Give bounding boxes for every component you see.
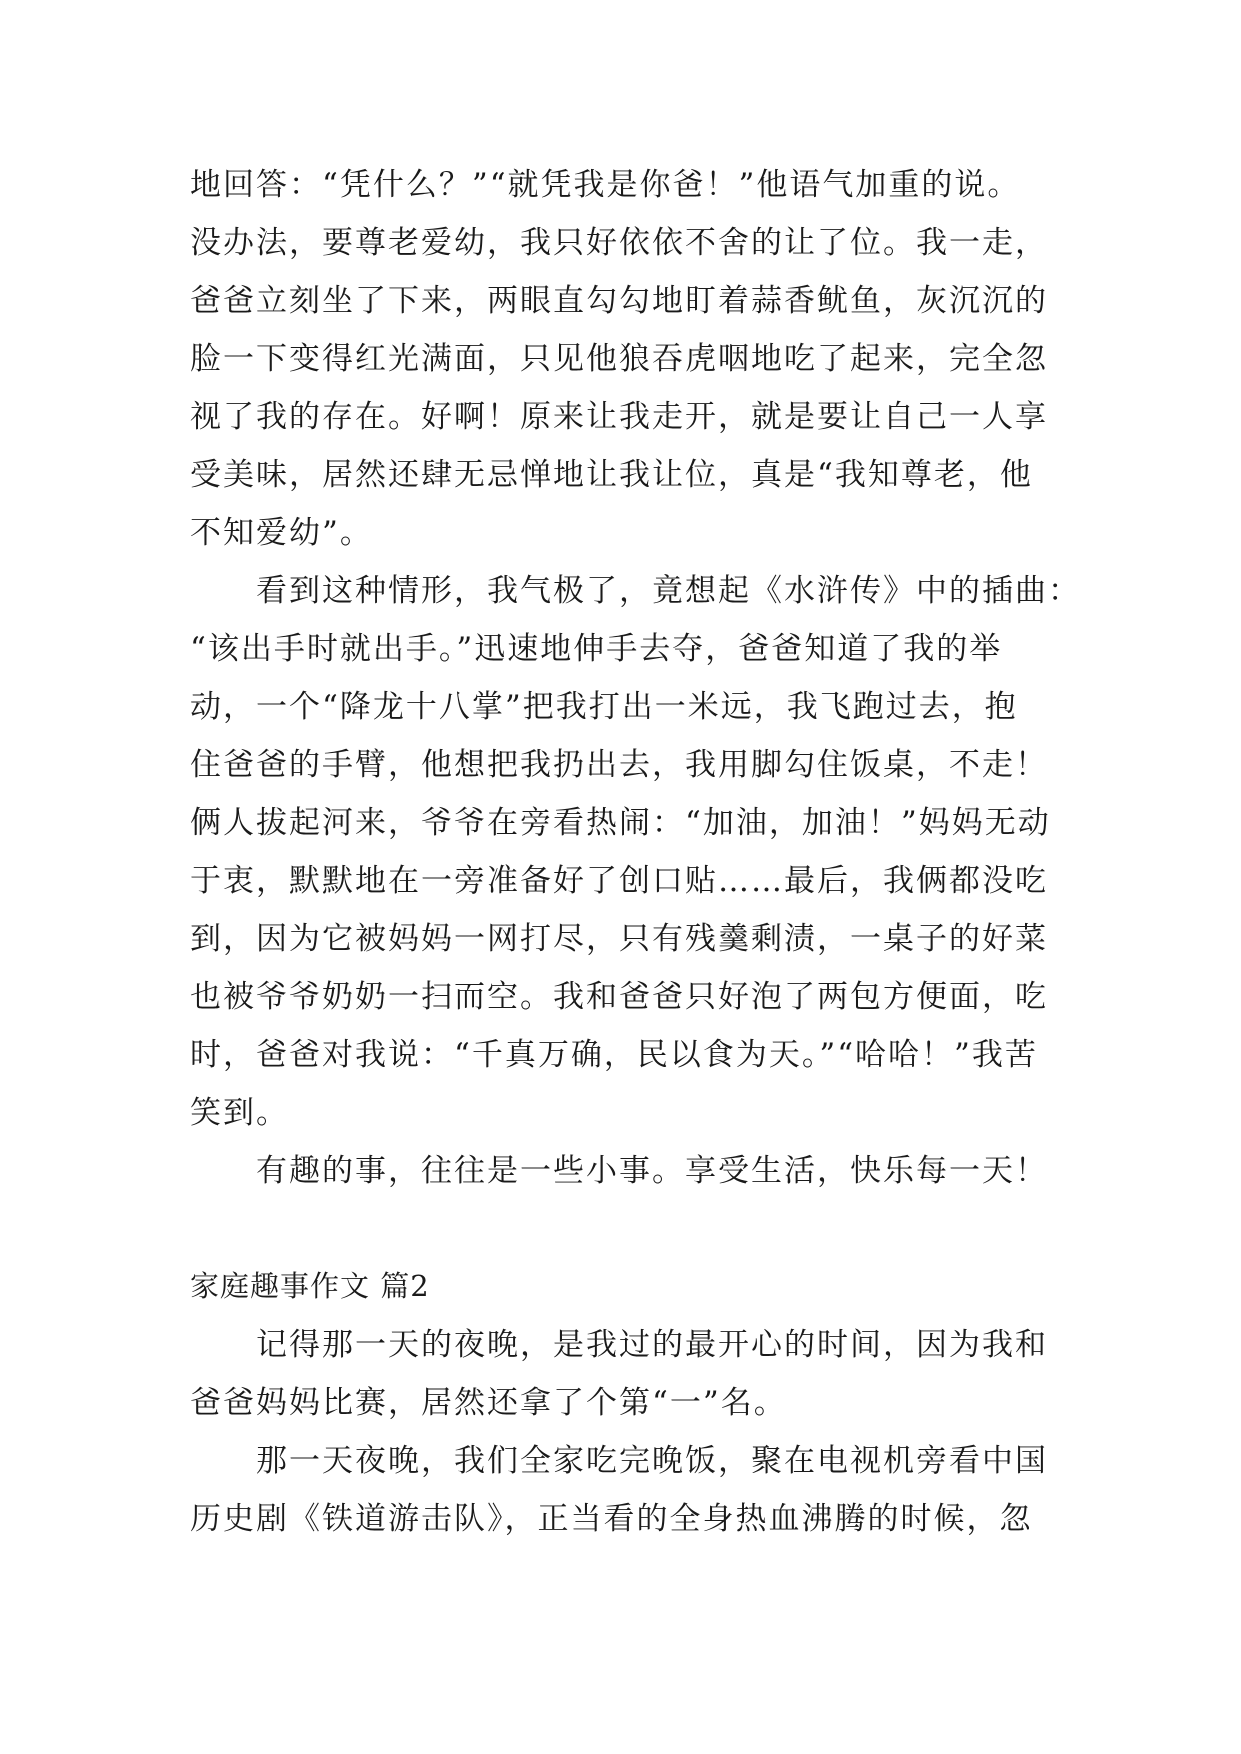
heading-text: 家庭趣事作文 篇2: [190, 1269, 430, 1303]
text-line: 记得那一天的夜晚，是我过的最开心的时间，因为我和: [256, 1327, 1048, 1363]
text-line: 住爸爸的手臂，他想把我扔出去，我用脚勾住饭桌，不走！: [190, 747, 1048, 783]
text-line: 地回答：“凭什么？”“就凭我是你爸！”他语气加重的说。: [190, 167, 1021, 203]
paragraph-5: [190, 1432, 1050, 1548]
text-line: 时，爸爸对我说：“千真万确，民以食为天。”“哈哈！”我苦: [190, 1037, 1038, 1073]
text-line: 爸爸立刻坐了下来，两眼直勾勾地盯着蒜香鱿鱼，灰沉沉的: [190, 283, 1048, 319]
paragraph-1: [190, 156, 1050, 562]
paragraph-3: [190, 1142, 1050, 1200]
text-line: 爸爸妈妈比赛，居然还拿了个第“一”名。: [190, 1385, 787, 1421]
text-line: 于衷，默默地在一旁准备好了创口贴……最后，我俩都没吃: [190, 863, 1048, 899]
text-line: 笑到。: [190, 1095, 289, 1131]
section-heading: [190, 1257, 1050, 1315]
text-line: “该出手时就出手。”迅速地伸手去夺，爸爸知道了我的举: [190, 631, 1003, 667]
text-line: 视了我的存在。好啊！原来让我走开，就是要让自己一人享: [190, 399, 1048, 435]
text-line: 没办法，要尊老爱幼，我只好依依不舍的让了位。我一走，: [190, 225, 1048, 261]
text-line: 脸一下变得红光满面，只见他狼吞虎咽地吃了起来，完全忽: [190, 341, 1048, 377]
text-line: 受美味，居然还肆无忌惮地让我让位，真是“我知尊老，他: [190, 457, 1033, 493]
text-line: 也被爷爷奶奶一扫而空。我和爸爸只好泡了两包方便面，吃: [190, 979, 1048, 1015]
text-line: 俩人拔起河来，爷爷在旁看热闹：“加油，加油！”妈妈无动: [190, 805, 1051, 841]
text-line: 有趣的事，往往是一些小事。享受生活，快乐每一天！: [256, 1153, 1048, 1189]
text-line: 历史剧《铁道游击队》，正当看的全身热血沸腾的时候，忽: [190, 1501, 1033, 1537]
paragraph-2: [190, 562, 1081, 1142]
text-line: 到，因为它被妈妈一网打尽，只有残羹剩渍，一桌子的好菜: [190, 921, 1048, 957]
text-line: 不知爱幼”。: [190, 515, 373, 551]
paragraph-4: [190, 1316, 1050, 1432]
text-line: 看到这种情形，我气极了，竟想起《水浒传》中的插曲：: [256, 573, 1081, 609]
text-line: 动，一个“降龙十八掌”把我打出一米远，我飞跑过去，抱: [190, 689, 1018, 725]
text-line: 那一天夜晚，我们全家吃完晚饭，聚在电视机旁看中国: [256, 1443, 1048, 1479]
